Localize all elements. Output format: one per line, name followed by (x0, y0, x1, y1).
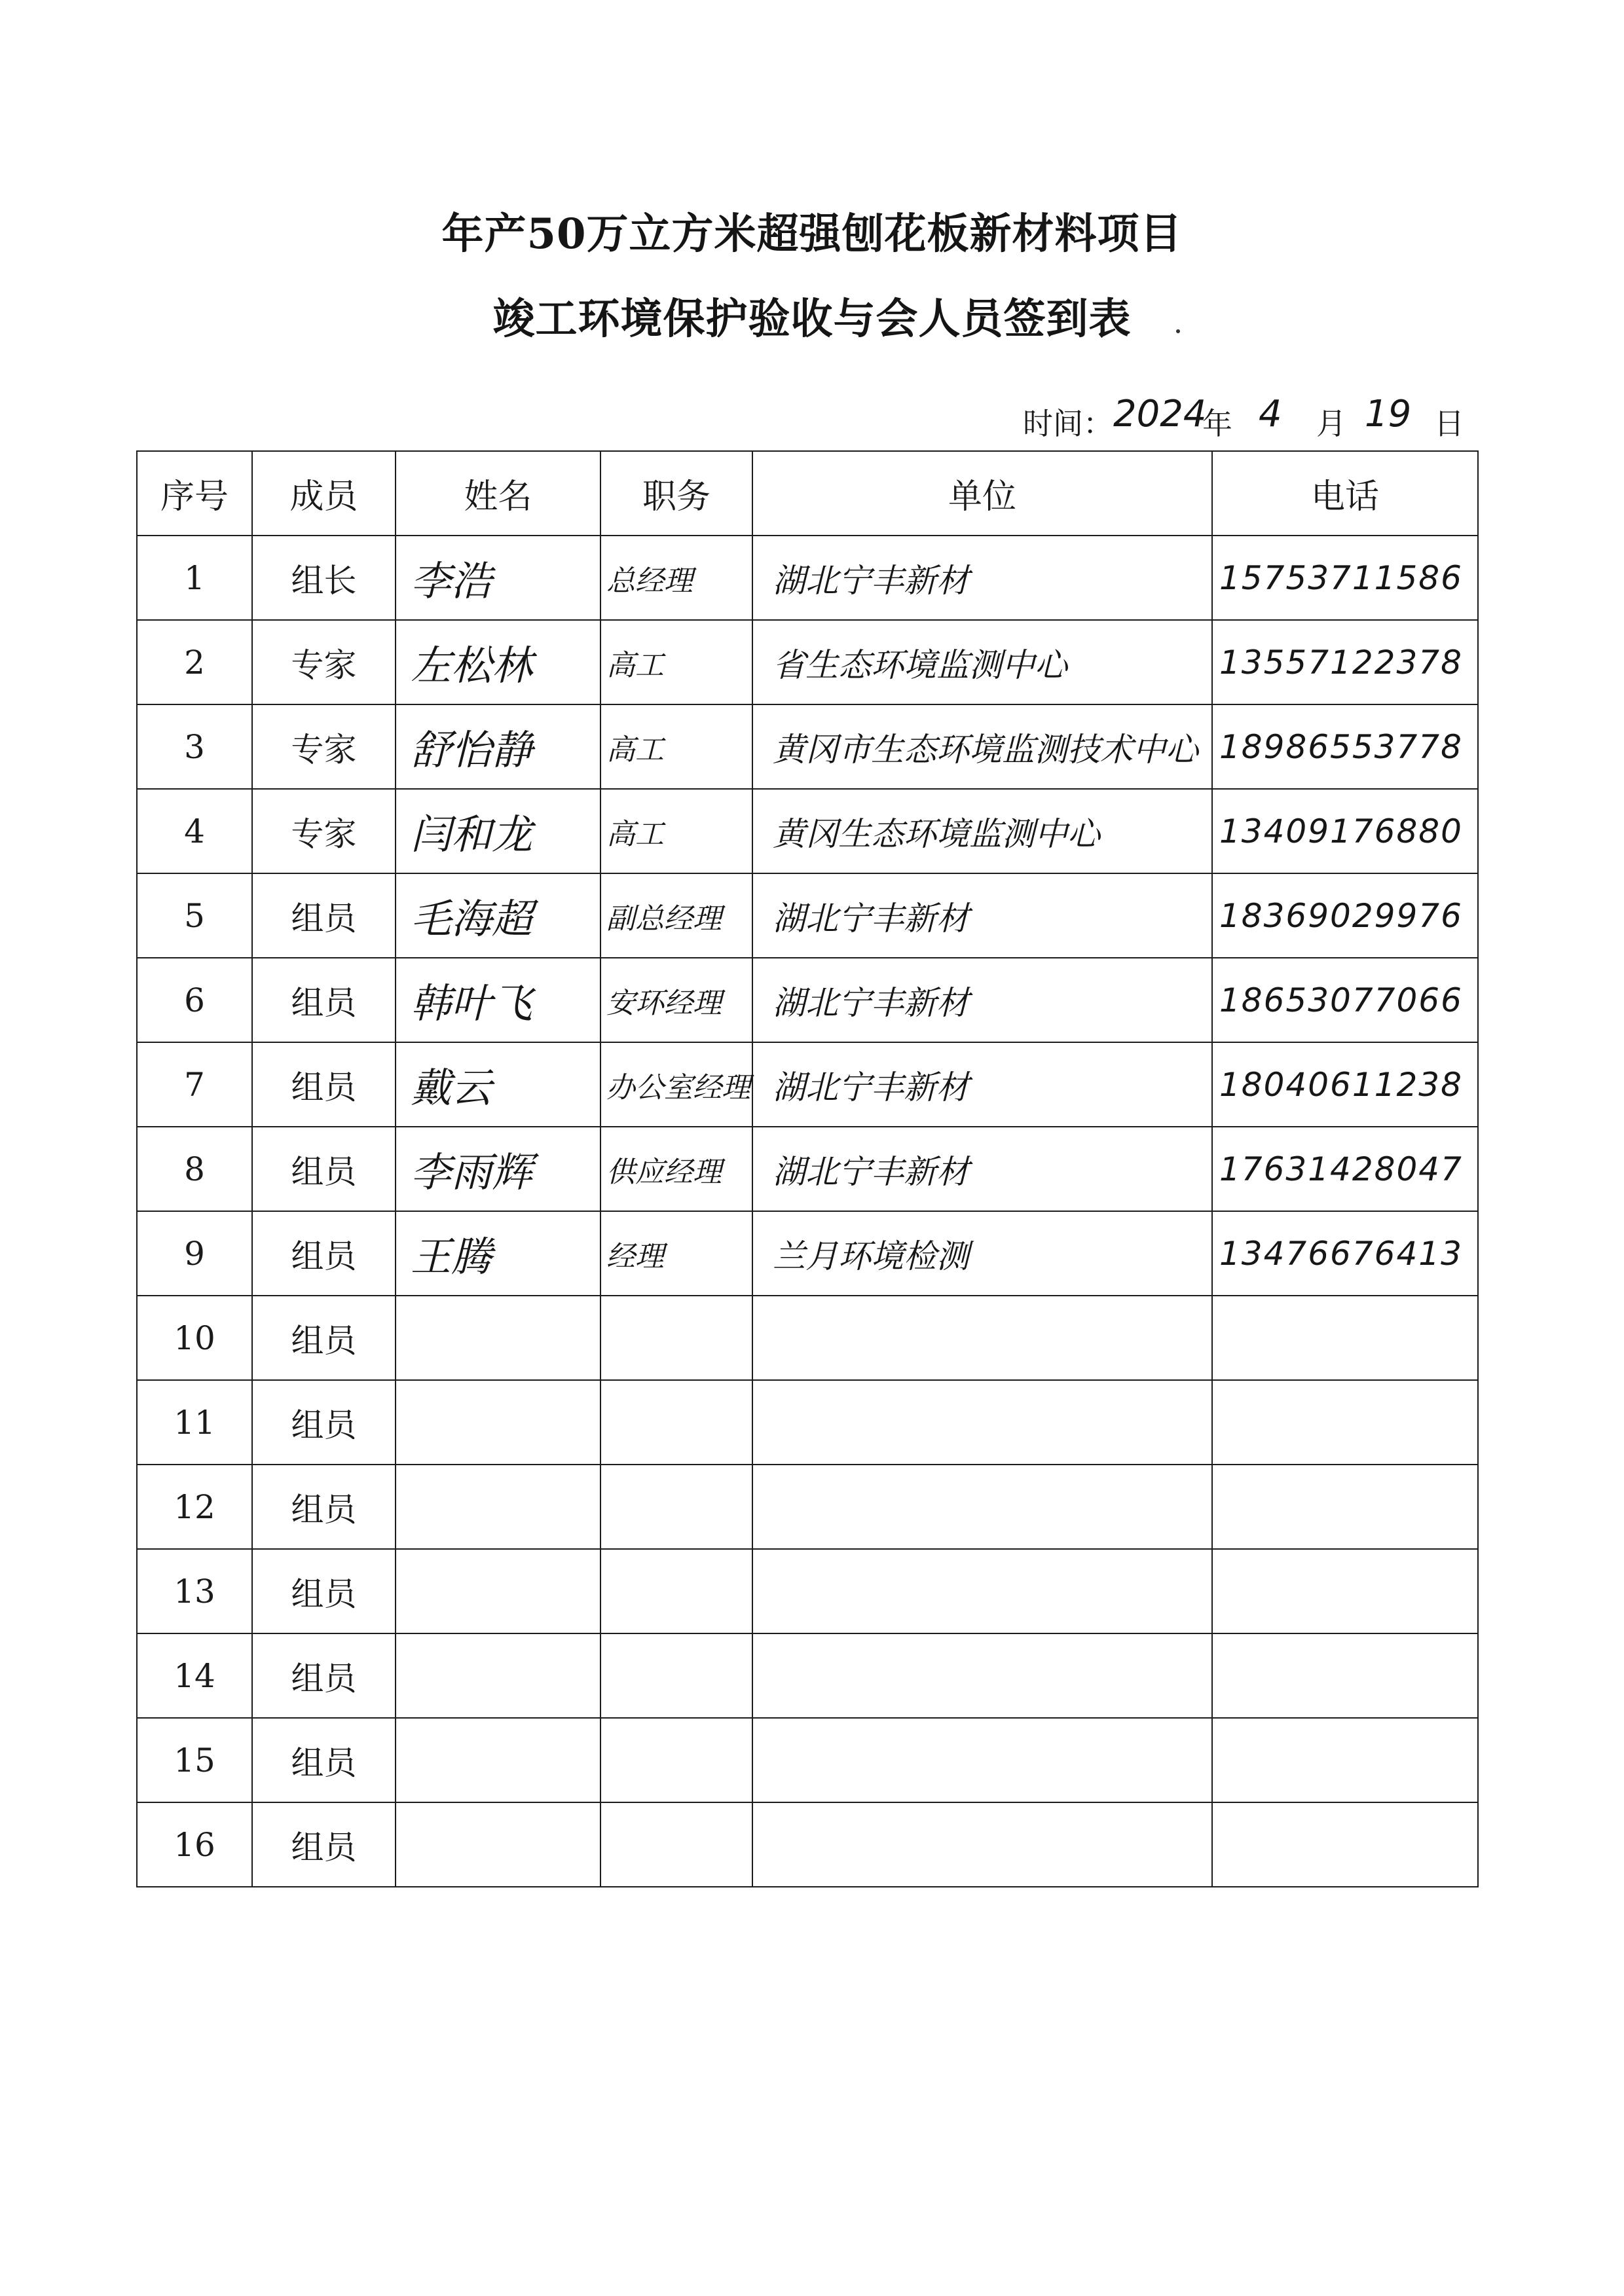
cell-unit-handwritten: 湖北宁丰新材 (752, 1127, 1212, 1211)
date-month-unit: 月 (1316, 406, 1346, 441)
cell-name-handwritten: 李浩 (396, 536, 600, 620)
cell-position-handwritten: 副总经理 (600, 873, 752, 958)
cell-name-handwritten: 舒怡静 (396, 704, 600, 789)
cell-position-handwritten: 总经理 (600, 536, 752, 620)
date-label: 时间： (1023, 406, 1113, 441)
cell-role: 组员 (252, 1211, 396, 1296)
cell-phone-handwritten: 13476676413 (1212, 1211, 1478, 1296)
cell-unit-handwritten: 黄冈市生态环境监测技术中心 (752, 704, 1212, 789)
cell-seq: 15 (137, 1718, 252, 1802)
cell-role: 组员 (252, 1633, 396, 1718)
cell-name-empty (396, 1380, 600, 1465)
cell-name-empty (396, 1633, 600, 1718)
cell-role: 组员 (252, 1380, 396, 1465)
cell-position-handwritten: 高工 (600, 789, 752, 873)
cell-unit-empty (752, 1633, 1212, 1718)
sign-in-table (136, 450, 1479, 1887)
cell-role: 专家 (252, 620, 396, 704)
date-year-unit: 年 (1202, 406, 1232, 441)
cell-phone-handwritten: 18369029976 (1212, 873, 1478, 958)
cell-role: 组员 (252, 1296, 396, 1380)
date-day-unit: 日 (1434, 406, 1464, 441)
cell-seq: 2 (137, 620, 252, 704)
table-row (137, 873, 1478, 958)
cell-position-empty (600, 1718, 752, 1802)
cell-seq: 7 (137, 1042, 252, 1127)
cell-name-handwritten: 韩叶飞 (396, 958, 600, 1042)
table-row (137, 1296, 1478, 1380)
date-day-handwritten: 19 (1365, 393, 1412, 435)
cell-phone-handwritten: 17631428047 (1212, 1127, 1478, 1211)
cell-seq: 1 (137, 536, 252, 620)
cell-seq: 16 (137, 1802, 252, 1887)
cell-seq: 4 (137, 789, 252, 873)
cell-phone-empty (1212, 1380, 1478, 1465)
cell-position-handwritten: 安环经理 (600, 958, 752, 1042)
header-phone: 电话 (1212, 451, 1478, 536)
table-row (137, 1549, 1478, 1633)
cell-phone-empty (1212, 1549, 1478, 1633)
cell-name-handwritten: 李雨辉 (396, 1127, 600, 1211)
cell-unit-empty (752, 1380, 1212, 1465)
cell-position-handwritten: 经理 (600, 1211, 752, 1296)
table-header-row (137, 451, 1478, 536)
table-row (137, 1042, 1478, 1127)
cell-unit-handwritten: 兰月环境检测 (752, 1211, 1212, 1296)
cell-phone-handwritten: 13557122378 (1212, 620, 1478, 704)
cell-role: 组员 (252, 1718, 396, 1802)
cell-seq: 9 (137, 1211, 252, 1296)
cell-seq: 3 (137, 704, 252, 789)
cell-name-handwritten: 左松林 (396, 620, 600, 704)
cell-seq: 5 (137, 873, 252, 958)
cell-role: 组员 (252, 873, 396, 958)
cell-position-handwritten: 办公室经理 (600, 1042, 752, 1127)
cell-seq: 10 (137, 1296, 252, 1380)
cell-position-empty (600, 1549, 752, 1633)
cell-name-handwritten: 毛海超 (396, 873, 600, 958)
cell-unit-empty (752, 1718, 1212, 1802)
cell-position-empty (600, 1633, 752, 1718)
cell-seq: 13 (137, 1549, 252, 1633)
document-title: 年产50万立方米超强刨花板新材料项目 (441, 210, 1183, 259)
table-row (137, 1211, 1478, 1296)
cell-phone-empty (1212, 1465, 1478, 1549)
scan-speck (1176, 329, 1180, 333)
table-row (137, 704, 1478, 789)
cell-unit-handwritten: 湖北宁丰新材 (752, 873, 1212, 958)
date-month-handwritten: 4 (1259, 393, 1282, 435)
cell-name-handwritten: 王腾 (396, 1211, 600, 1296)
cell-role: 专家 (252, 704, 396, 789)
header-member: 成员 (252, 451, 396, 536)
cell-role: 组员 (252, 958, 396, 1042)
date-year-handwritten: 2024 (1113, 393, 1207, 435)
cell-position-empty (600, 1802, 752, 1887)
cell-name-empty (396, 1802, 600, 1887)
header-position: 职务 (600, 451, 752, 536)
cell-phone-handwritten: 15753711586 (1212, 536, 1478, 620)
document-subtitle: 竣工环境保护验收与会人员签到表 (492, 295, 1132, 344)
cell-unit-handwritten: 湖北宁丰新材 (752, 1042, 1212, 1127)
cell-seq: 8 (137, 1127, 252, 1211)
cell-phone-handwritten: 18986553778 (1212, 704, 1478, 789)
cell-phone-handwritten: 18040611238 (1212, 1042, 1478, 1127)
cell-phone-handwritten: 13409176880 (1212, 789, 1478, 873)
table-row (137, 1380, 1478, 1465)
cell-phone-empty (1212, 1718, 1478, 1802)
cell-unit-handwritten: 省生态环境监测中心 (752, 620, 1212, 704)
table-row (137, 1127, 1478, 1211)
cell-seq: 14 (137, 1633, 252, 1718)
cell-role: 组员 (252, 1127, 396, 1211)
cell-role: 组员 (252, 1549, 396, 1633)
cell-position-handwritten: 供应经理 (600, 1127, 752, 1211)
cell-position-empty (600, 1296, 752, 1380)
cell-unit-empty (752, 1465, 1212, 1549)
cell-position-handwritten: 高工 (600, 620, 752, 704)
table-row (137, 1802, 1478, 1887)
cell-phone-handwritten: 18653077066 (1212, 958, 1478, 1042)
cell-name-empty (396, 1718, 600, 1802)
header-unit: 单位 (752, 451, 1212, 536)
cell-name-empty (396, 1296, 600, 1380)
cell-role: 专家 (252, 789, 396, 873)
cell-seq: 6 (137, 958, 252, 1042)
cell-name-handwritten: 戴云 (396, 1042, 600, 1127)
cell-seq: 12 (137, 1465, 252, 1549)
cell-unit-handwritten: 黄冈生态环境监测中心 (752, 789, 1212, 873)
cell-unit-handwritten: 湖北宁丰新材 (752, 958, 1212, 1042)
cell-name-empty (396, 1549, 600, 1633)
cell-unit-empty (752, 1802, 1212, 1887)
cell-unit-empty (752, 1296, 1212, 1380)
header-name: 姓名 (396, 451, 600, 536)
table-row (137, 1633, 1478, 1718)
table-row (137, 620, 1478, 704)
cell-name-handwritten: 闫和龙 (396, 789, 600, 873)
cell-phone-empty (1212, 1296, 1478, 1380)
cell-position-empty (600, 1380, 752, 1465)
cell-role: 组长 (252, 536, 396, 620)
table-row (137, 1465, 1478, 1549)
cell-position-handwritten: 高工 (600, 704, 752, 789)
cell-role: 组员 (252, 1802, 396, 1887)
header-seq: 序号 (137, 451, 252, 536)
cell-phone-empty (1212, 1802, 1478, 1887)
table-row (137, 536, 1478, 620)
cell-unit-handwritten: 湖北宁丰新材 (752, 536, 1212, 620)
table-row (137, 958, 1478, 1042)
table-row (137, 789, 1478, 873)
cell-name-empty (396, 1465, 600, 1549)
cell-position-empty (600, 1465, 752, 1549)
table-row (137, 1718, 1478, 1802)
cell-role: 组员 (252, 1465, 396, 1549)
cell-phone-empty (1212, 1633, 1478, 1718)
cell-role: 组员 (252, 1042, 396, 1127)
cell-seq: 11 (137, 1380, 252, 1465)
cell-unit-empty (752, 1549, 1212, 1633)
